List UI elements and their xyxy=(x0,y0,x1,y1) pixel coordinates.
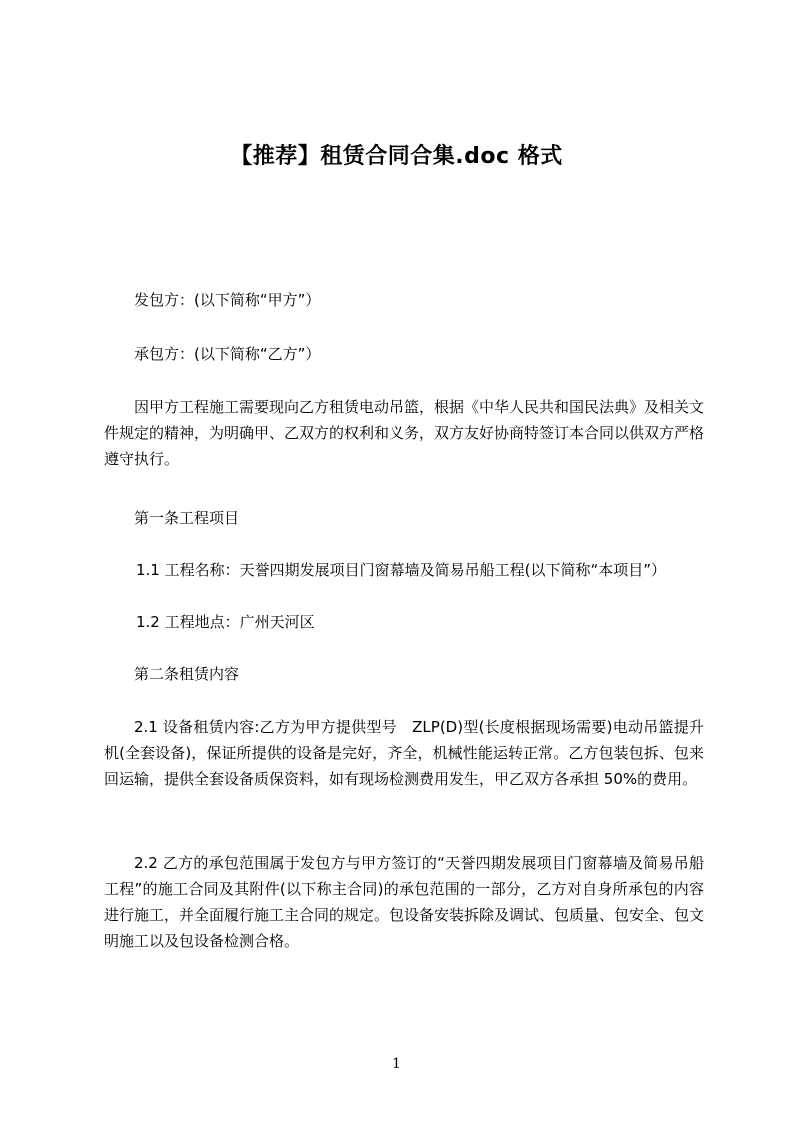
article-1-heading: 第一条工程项目 xyxy=(134,509,240,527)
document-title: 【推荐】租赁合同合集.doc 格式 xyxy=(230,144,563,169)
party-a-line: 发包方：(以下简称“甲方”） xyxy=(134,291,321,309)
party-b-line: 承包方：(以下简称“乙方”） xyxy=(134,345,321,363)
item-2-2-paragraph: 2.2 乙方的承包范围属于发包方与甲方签订的“天誉四期发展项目门窗幕墙及简易吊船工程”的施工合同及其附件(以下称主合同)的承包范围的一部分，乙方对自身所承包的内容进行施工，并全面履行施工主合同的规定。包设备安装拆除及调试、包质量、包安全、包文明施工以及包设备检测合格。 xyxy=(104,854,705,950)
item-2-1-paragraph: 2.1 设备租赁内容:乙方为甲方提供型号 ZLP(D)型(长度根据现场需要)电动吊篮提升机(全套设备)，保证所提供的设备是完好，齐全，机械性能运转正常。乙方包装包拆、包来回运输，提供全套设备质保资料，如有现场检测费用发生，甲乙双方各承担 50%的费用。 xyxy=(104,718,704,788)
intro-paragraph: 因甲方工程施工需要现向乙方租赁电动吊篮，根据《中华人民共和国民法典》及相关文件规定的精神，为明确甲、乙双方的权利和义务，双方友好协商特签订本合同以供双方严格遵守执行。 xyxy=(104,398,705,468)
article-2-heading: 第二条租赁内容 xyxy=(134,665,240,683)
item-1-1: 1.1 工程名称：天誉四期发展项目门窗幕墙及简易吊船工程(以下简称“本项目”） xyxy=(136,561,667,579)
page-number: 1 xyxy=(392,1056,401,1072)
item-1-2: 1.2 工程地点：广州天河区 xyxy=(136,613,315,631)
